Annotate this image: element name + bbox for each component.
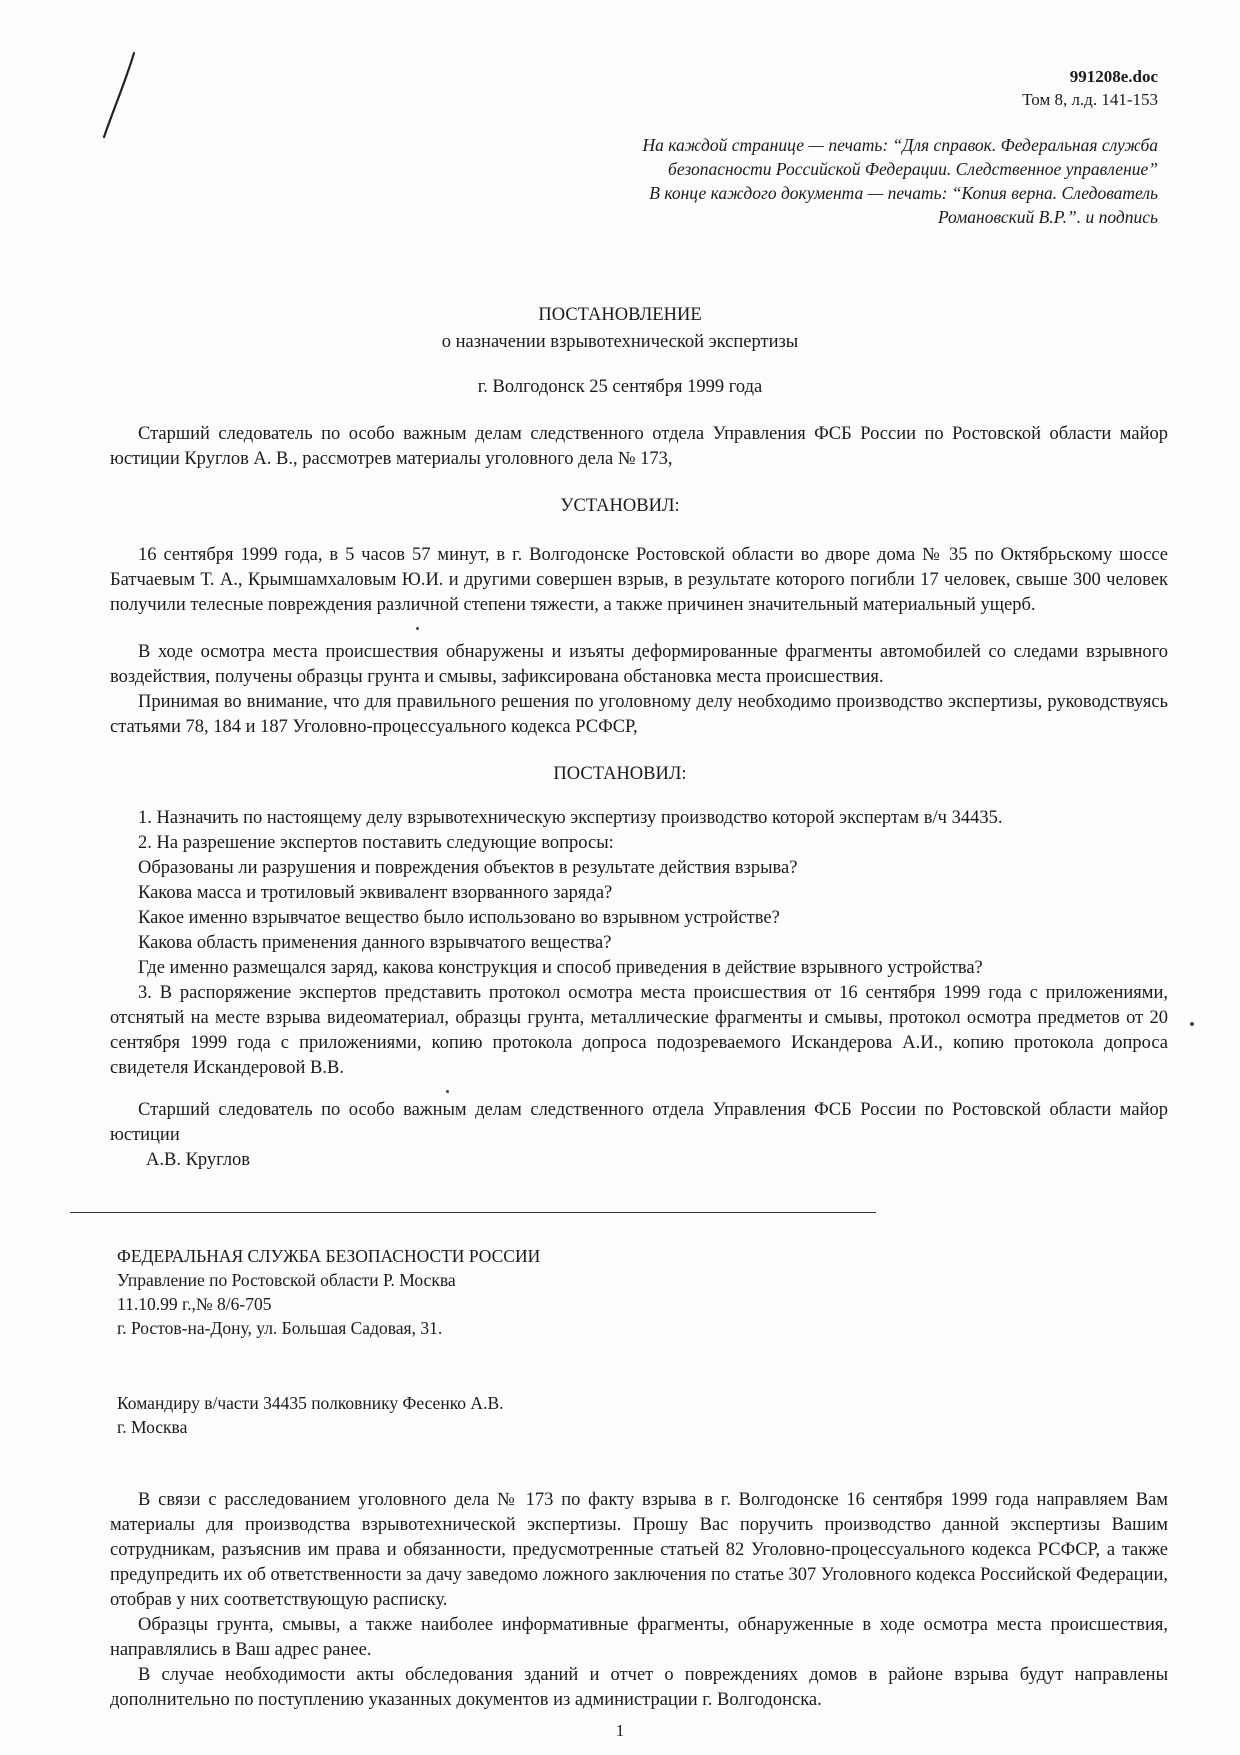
stamp-note-line: В конце каждого документа — печать: “Копия верна. Следователь [649,183,1158,203]
resolution-items [110,806,1168,1081]
org-name: ФЕДЕРАЛЬНАЯ СЛУЖБА БЕЗОПАСНОСТИ РОССИИ [117,1246,541,1266]
org-address: г. Ростов-на-Дону, ул. Большая Садовая, 31. [117,1318,443,1338]
resolution-intro: Старший следователь по особо важным делам следственного отдела Управления ФСБ России по Ростовской области майор юстиции Круглов А. В., рассмотрев материалы уголовного дела № 173, [110,424,1168,469]
resolution-item: 3. В распоряжение экспертов представить протокол осмотра места происшествия от 16 сентября 1999 года с приложениями, отснятый на месте взрыва видеоматериал, образцы грунта, металлические фрагменты и смывы, протокол осмотра предметов от 20 сентября 1999 года с приложениями, копию протокола допроса подозреваемого Искандерова А.И., копию протокола допроса свидетеля Искандеровой В.В. [110,983,1168,1078]
expert-question: Какова масса и тротиловый эквивалент взорванного заряда? [138,883,613,903]
resolution-item: 1. Назначить по настоящему делу взрывотехническую экспертизу производство которой экспертам в/ч 34435. [138,808,1003,828]
scan-speck [446,1090,449,1093]
expert-question: Где именно размещался заряд, какова конструкция и способ приведения в действие взрывного устройства? [138,958,983,978]
letter-addressee [117,1391,504,1439]
resolution-title: ПОСТАНОВЛЕНИЕ [538,305,702,325]
expert-question: Образованы ли разрушения и повреждения объектов в результате действия взрыва? [138,858,798,878]
letter-paragraph: Образцы грунта, смывы, а также наиболее информативные фрагменты, обнаруженные в ходе осмотра места происшествия, направлялись в Ваш адрес ранее. [110,1615,1168,1660]
stamp-note-line: безопасности Российской Федерации. Следственное управление” [668,159,1158,179]
doc-id: 991208e.doc [1069,67,1158,86]
document-reference [1022,65,1158,111]
scan-speck [1190,1022,1194,1026]
org-department: Управление по Ростовской области Р. Москва [117,1270,456,1290]
letter-body [110,1488,1168,1713]
stamp-note-line: Романовский В.Р.”. и подпись [937,207,1158,227]
section-divider [70,1212,876,1213]
stamp-note [438,133,1158,229]
place-date: г. Волгодонск 25 сентября 1999 года [477,377,763,397]
letter-paragraph: В связи с расследованием уголовного дела № 173 по факту взрыва в г. Волгодонске 16 сентября 1999 года направляем Вам материалы для производства взрывотехнической экспертизы. Прошу Вас поручить производство данной экспертизы Вашим сотрудникам, разъяснив им права и обязанности, предусмотренные статьей 82 Уголовно-процессуального кодекса РСФСР, а также предупредить их об ответственности за дачу заведомо ложного заключения по статье 307 Уголовного кодекса Российской Федерации, отобрав у них соответствующую расписку. [110,1490,1168,1610]
handwritten-pen-mark [100,50,140,140]
expert-question: Какое именно взрывчатое вещество было использовано во взрывном устройстве? [138,908,780,928]
scan-speck [416,627,419,630]
resolved-heading: ПОСТАНОВИЛ: [553,764,687,784]
signoff-block [110,1098,1168,1173]
addressee-name: Командиру в/части 34435 полковнику Фесенко А.В. [117,1393,504,1413]
signoff-position: Старший следователь по особо важным делам следственного отдела Управления ФСБ России по Ростовской области майор юстиции [110,1100,1168,1145]
addressee-city: г. Москва [117,1417,188,1437]
fact-paragraph: 16 сентября 1999 года, в 5 часов 57 минут, в г. Волгодонске Ростовской области во дворе дома № 35 по Октябрьскому шоссе Батчаевым Т. А., Крымшамхаловым Ю.И. и другими совершен взрыв, в результате которого погибли 17 человек, свыше 300 человек получили телесные повреждения различной степени тяжести, а также причинен значительный материальный ущерб. [110,545,1168,615]
letter-header [117,1244,540,1340]
letter-paragraph: В случае необходимости акты обследования зданий и отчет о повреждениях домов в районе взрыва будут направлены дополнительно по поступлению указанных документов из администрации г. Волгодонска. [110,1665,1168,1710]
page-number: 1 [615,1721,625,1740]
resolution-item: 2. На разрешение экспертов поставить следующие вопросы: [138,833,614,853]
established-heading: УСТАНОВИЛ: [560,496,680,516]
letter-ref: 11.10.99 г.,№ 8/6-705 [117,1294,272,1314]
fact-paragraph: В ходе осмотра места происшествия обнаружены и изъяты деформированные фрагменты автомобилей со следами взрывного воздействия, получены образцы грунта и смывы, зафиксирована обстановка места происшествия. [110,642,1168,687]
resolution-subtitle: о назначении взрывотехнической экспертизы [441,332,799,352]
volume-reference: Том 8, л.д. 141-153 [1022,90,1158,109]
fact-paragraph: Принимая во внимание, что для правильного решения по уголовному делу необходимо производство экспертизы, руководствуясь статьями 78, 184 и 187 Уголовно-процессуального кодекса РСФСР, [110,692,1168,737]
signoff-name: А.В. Круглов [146,1150,251,1170]
expert-question: Какова область применения данного взрывчатого вещества? [138,933,612,953]
stamp-note-line: На каждой странице — печать: “Для справок. Федеральная служба [642,135,1158,155]
